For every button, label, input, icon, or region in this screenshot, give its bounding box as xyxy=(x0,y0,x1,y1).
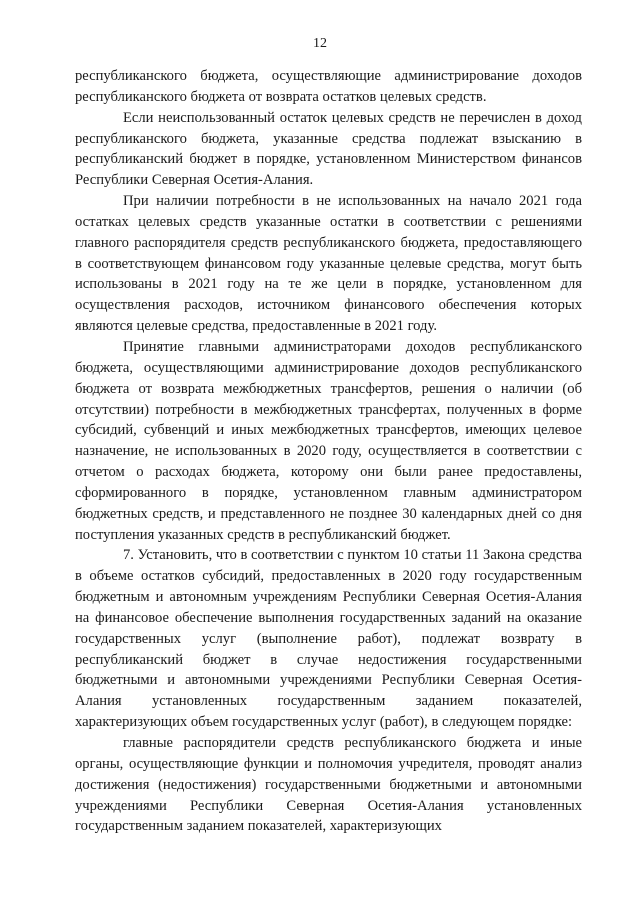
paragraph-chief-administrators: главные распорядители средств республиканского бюджета и иные органы, осуществляющие функции и полномочия учредителя, проводят анализ достижения (недостижения) государственными бюджетными и автономными учреждениями Республики Северная Осетия-Алания установленных государственным заданием показателей, характеризующих xyxy=(75,735,582,835)
paragraph-recovery: Если неиспользованный остаток целевых средств не перечислен в доход республиканского бюджета, указанные средства подлежат взысканию в республиканский бюджет в порядке, установленном Министерством финансов Республики Северная Осетия-Алания. xyxy=(75,109,582,189)
paragraph-interbudget-transfers: Принятие главными администраторами доходов республиканского бюджета, осуществляющими администрирование доходов республиканского бюджета от возврата межбюджетных трансфертов, решения о наличии (об отсутствии) потребности в межбюджетных трансфертах, полученных в форме субсидий, субвенций и иных межбюджетных трансфертов, имеющих целевое назначение, не использованных в 2020 году, осуществляется в соответствии с отчетом о расходах бюджета, которому они были ранее предоставлены, сформированного в порядке, установленном главным администратором бюджетных средств, и представленного не позднее 30 календарных дней со дня поступления указанных средств в республиканский бюджет. xyxy=(75,338,582,543)
document-body xyxy=(75,66,582,837)
paragraph-remaining-funds-2021: При наличии потребности в не использованных на начало 2021 года остатках целевых средств указанные остатки в соответствии с решениями главного распорядителя средств республиканского бюджета, предоставляющего в соответствующем финансовом году указанные целевые средства, могут быть использованы в 2021 году на те же цели в порядке, установленном для осуществления расходов, источником финансового обеспечения которых являются целевые средства, предоставленные в 2021 году. xyxy=(75,193,582,335)
paragraph-continuation: республиканского бюджета, осуществляющие администрирование доходов республиканского бюджета от возврата остатков целевых средств. xyxy=(75,68,582,105)
paragraph-item-7: 7. Установить, что в соответствии с пунктом 10 статьи 11 Закона средства в объеме остатков субсидий, предоставленных в 2020 году государственным бюджетным и автономным учреждениям Республики Северная Осетия-Алания на финансовое обеспечение выполнения государственных заданий на оказание государственных услуг (выполнение работ), подлежат возврату в республиканский бюджет в случае недостижения государственными бюджетными и автономными учреждениями Республики Северная Осетия-Алания установленных государственным заданием показателей, характеризующих объем государственных услуг (работ), в следующем порядке: xyxy=(75,547,582,731)
page-number: 12 xyxy=(313,36,327,51)
